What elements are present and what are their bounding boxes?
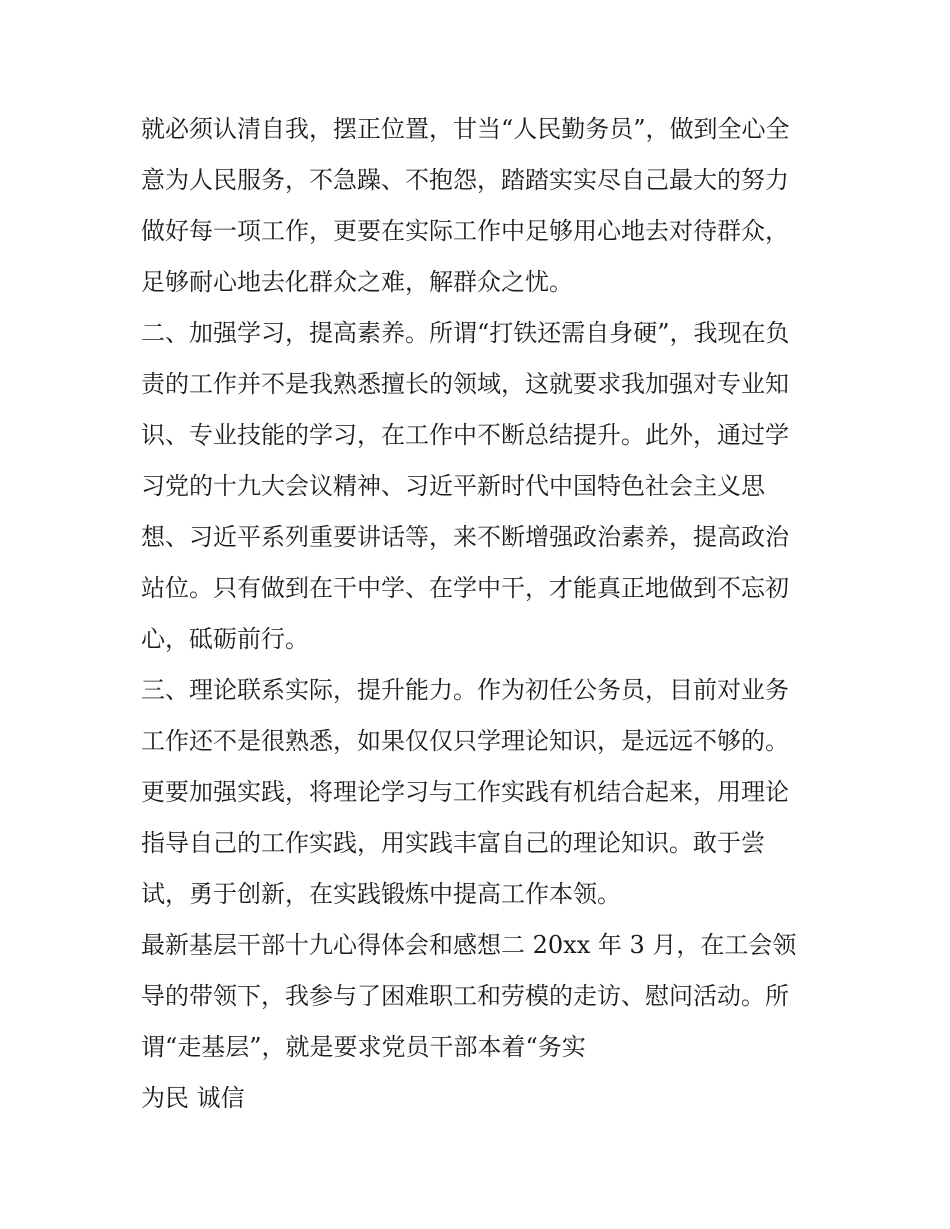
text-line: 导的带领下，我参与了困难职工和劳模的走访、慰问活动。所 [141, 982, 789, 1010]
text-line: 意为人民服务，不急躁、不抱怨，踏踏实实尽自己最大的努力 [141, 166, 789, 194]
text-line: 足够耐心地去化群众之难，解群众之忧。 [141, 268, 573, 296]
text-line: 谓“走基层”，就是要求党员干部本着“务实 [141, 1033, 586, 1061]
text-line: 识、专业技能的学习，在工作中不断总结提升。此外，通过学 [141, 421, 789, 449]
text-line: 工作还不是很熟悉，如果仅仅只学理论知识，是远远不够的。 [141, 727, 789, 755]
document-body [141, 104, 821, 1124]
text-line: 二、加强学习，提高素养。所谓“打铁还需自身硬”，我现在负 [141, 319, 790, 347]
text-line: 做好每一项工作，更要在实际工作中足够用心地去对待群众， [141, 217, 789, 245]
text-line: 习党的十九大会议精神、习近平新时代中国特色社会主义思 [141, 472, 765, 500]
text-line: 心，砥砺前行。 [141, 625, 309, 653]
text-line: 最新基层干部十九心得体会和感想二 20xx 年 3 月，在工会领 [141, 931, 797, 959]
text-line: 为民 诚信 [141, 1084, 245, 1112]
text-line: 想、习近平系列重要讲话等，来不断增强政治素养，提高政治 [141, 523, 789, 551]
text-line: 三、理论联系实际，提升能力。作为初任公务员，目前对业务 [141, 676, 789, 704]
text-line: 指导自己的工作实践，用实践丰富自己的理论知识。敢于尝 [141, 829, 765, 857]
text-line: 责的工作并不是我熟悉擅长的领域，这就要求我加强对专业知 [141, 370, 789, 398]
text-line: 更要加强实践，将理论学习与工作实践有机结合起来，用理论 [141, 778, 789, 806]
text-line: 站位。只有做到在干中学、在学中干，才能真正地做到不忘初 [141, 574, 789, 602]
text-line: 就必须认清自我，摆正位置，甘当“人民勤务员”，做到全心全 [141, 115, 790, 143]
text-line: 试，勇于创新，在实践锻炼中提高工作本领。 [141, 880, 621, 908]
